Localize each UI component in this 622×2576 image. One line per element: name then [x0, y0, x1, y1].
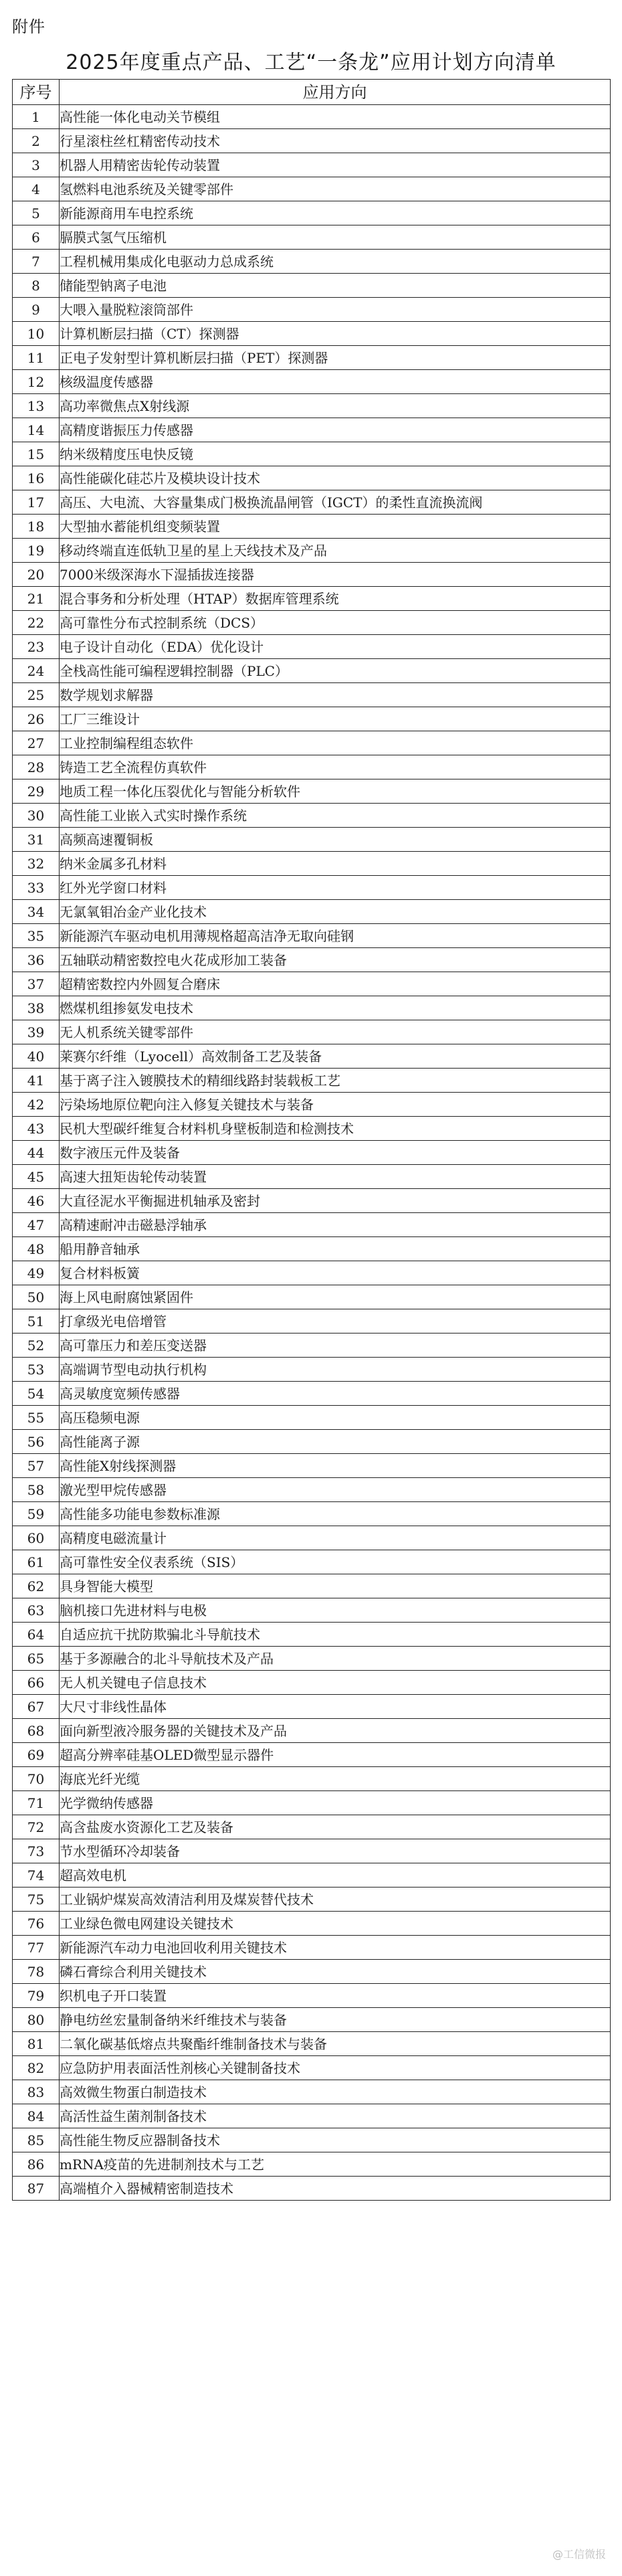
column-header-no: 序号	[13, 80, 60, 105]
table-row	[13, 1237, 611, 1261]
row-direction: 氢燃料电池系统及关键零部件	[60, 177, 611, 201]
row-direction: 高效微生物蛋白制造技术	[60, 2080, 611, 2104]
table-row	[13, 1815, 611, 1839]
row-number: 86	[13, 2152, 60, 2177]
row-direction: 自适应抗干扰防欺骗北斗导航技术	[60, 1623, 611, 1647]
row-number: 55	[13, 1406, 60, 1430]
table-row	[13, 394, 611, 418]
table-row	[13, 1165, 611, 1189]
row-number: 46	[13, 1189, 60, 1213]
table-row	[13, 587, 611, 611]
row-number: 48	[13, 1237, 60, 1261]
row-number: 19	[13, 539, 60, 563]
table-row	[13, 1454, 611, 1478]
table-row	[13, 1695, 611, 1719]
row-number: 2	[13, 129, 60, 153]
table-row	[13, 804, 611, 828]
row-number: 22	[13, 611, 60, 635]
row-direction: 超高效电机	[60, 1863, 611, 1888]
row-number: 70	[13, 1767, 60, 1791]
row-direction: 民机大型碳纤维复合材料机身壁板制造和检测技术	[60, 1117, 611, 1141]
row-direction: 复合材料板簧	[60, 1261, 611, 1285]
row-number: 26	[13, 707, 60, 731]
row-number: 21	[13, 587, 60, 611]
row-number: 32	[13, 852, 60, 876]
table-row	[13, 1719, 611, 1743]
table-row	[13, 1647, 611, 1671]
table-row	[13, 635, 611, 659]
table-row	[13, 707, 611, 731]
row-number: 87	[13, 2177, 60, 2201]
table-row	[13, 322, 611, 346]
table-row	[13, 1382, 611, 1406]
row-direction: 打拿级光电倍增管	[60, 1309, 611, 1333]
table-row	[13, 852, 611, 876]
row-number: 15	[13, 442, 60, 466]
table-row	[13, 755, 611, 779]
row-direction: 混合事务和分析处理（HTAP）数据库管理系统	[60, 587, 611, 611]
row-number: 3	[13, 153, 60, 177]
row-direction: mRNA疫苗的先进制剂技术与工艺	[60, 2152, 611, 2177]
table-row	[13, 153, 611, 177]
row-direction: 移动终端直连低轨卫星的星上天线技术及产品	[60, 539, 611, 563]
row-direction: 应急防护用表面活性剂核心关键制备技术	[60, 2056, 611, 2080]
table-row	[13, 1550, 611, 1574]
row-number: 36	[13, 948, 60, 972]
row-number: 6	[13, 225, 60, 250]
row-direction: 纳米金属多孔材料	[60, 852, 611, 876]
table-row	[13, 563, 611, 587]
table-row	[13, 1333, 611, 1358]
row-direction: 光学微纳传感器	[60, 1791, 611, 1815]
attachment-label: 附件	[12, 17, 45, 36]
row-direction: 无人机系统关键零部件	[60, 1020, 611, 1044]
row-direction: 高灵敏度宽频传感器	[60, 1382, 611, 1406]
row-direction: 储能型钠离子电池	[60, 274, 611, 298]
row-direction: 高功率微焦点X射线源	[60, 394, 611, 418]
row-number: 8	[13, 274, 60, 298]
table-row	[13, 225, 611, 250]
table-row	[13, 1936, 611, 1960]
table-row	[13, 900, 611, 924]
row-direction: 高性能生物反应器制备技术	[60, 2128, 611, 2152]
row-direction: 莱赛尔纤维（Lyocell）高效制备工艺及装备	[60, 1044, 611, 1069]
table-row	[13, 1358, 611, 1382]
row-direction: 无氯氧钼冶金产业化技术	[60, 900, 611, 924]
row-number: 54	[13, 1382, 60, 1406]
row-direction: 静电纺丝宏量制备纳米纤维技术与装备	[60, 2008, 611, 2032]
table-row	[13, 683, 611, 707]
row-number: 74	[13, 1863, 60, 1888]
row-direction: 高精度谐振压力传感器	[60, 418, 611, 442]
table-row	[13, 1671, 611, 1695]
row-number: 50	[13, 1285, 60, 1309]
table-row	[13, 1839, 611, 1863]
row-direction: 纳米级精度压电快反镜	[60, 442, 611, 466]
table-row	[13, 972, 611, 996]
row-number: 30	[13, 804, 60, 828]
row-direction: 海底光纤光缆	[60, 1767, 611, 1791]
table-row	[13, 1623, 611, 1647]
row-number: 20	[13, 563, 60, 587]
row-direction: 新能源汽车动力电池回收利用关键技术	[60, 1936, 611, 1960]
row-direction: 高活性益生菌剂制备技术	[60, 2104, 611, 2128]
table-row	[13, 2128, 611, 2152]
row-number: 44	[13, 1141, 60, 1165]
table-row	[13, 250, 611, 274]
table-row	[13, 1526, 611, 1550]
row-number: 78	[13, 1960, 60, 1984]
row-number: 52	[13, 1333, 60, 1358]
row-number: 63	[13, 1598, 60, 1623]
row-number: 28	[13, 755, 60, 779]
table-row	[13, 1044, 611, 1069]
row-number: 41	[13, 1069, 60, 1093]
row-direction: 核级温度传感器	[60, 370, 611, 394]
table-row	[13, 1117, 611, 1141]
row-number: 82	[13, 2056, 60, 2080]
row-direction: 工业控制编程组态软件	[60, 731, 611, 755]
row-direction: 高可靠压力和差压变送器	[60, 1333, 611, 1358]
row-number: 42	[13, 1093, 60, 1117]
row-number: 59	[13, 1502, 60, 1526]
row-number: 51	[13, 1309, 60, 1333]
row-direction: 五轴联动精密数控电火花成形加工装备	[60, 948, 611, 972]
row-direction: 大直径泥水平衡掘进机轴承及密封	[60, 1189, 611, 1213]
row-number: 45	[13, 1165, 60, 1189]
row-direction: 全栈高性能可编程逻辑控制器（PLC）	[60, 659, 611, 683]
row-direction: 地质工程一体化压裂优化与智能分析软件	[60, 779, 611, 804]
row-direction: 高速大扭矩齿轮传动装置	[60, 1165, 611, 1189]
row-number: 56	[13, 1430, 60, 1454]
row-number: 60	[13, 1526, 60, 1550]
row-number: 7	[13, 250, 60, 274]
row-number: 73	[13, 1839, 60, 1863]
row-direction: 新能源汽车驱动电机用薄规格超高洁净无取向硅钢	[60, 924, 611, 948]
watermark: @工信微报	[552, 2548, 606, 2561]
row-direction: 机器人用精密齿轮传动装置	[60, 153, 611, 177]
table-row	[13, 418, 611, 442]
row-direction: 高精度电磁流量计	[60, 1526, 611, 1550]
row-number: 47	[13, 1213, 60, 1237]
row-number: 80	[13, 2008, 60, 2032]
table-row	[13, 996, 611, 1020]
row-direction: 数字液压元件及装备	[60, 1141, 611, 1165]
table-row	[13, 659, 611, 683]
table-row	[13, 1502, 611, 1526]
table-row	[13, 1478, 611, 1502]
table-row	[13, 2080, 611, 2104]
table-row	[13, 1767, 611, 1791]
table-row	[13, 201, 611, 225]
row-number: 5	[13, 201, 60, 225]
table-row	[13, 2152, 611, 2177]
row-number: 16	[13, 466, 60, 490]
table-header-row	[13, 80, 611, 105]
table-row	[13, 1309, 611, 1333]
row-direction: 燃煤机组掺氨发电技术	[60, 996, 611, 1020]
table-row	[13, 1960, 611, 1984]
row-direction: 高含盐废水资源化工艺及装备	[60, 1815, 611, 1839]
row-direction: 工业锅炉煤炭高效清洁利用及煤炭替代技术	[60, 1888, 611, 1912]
row-direction: 高压稳频电源	[60, 1406, 611, 1430]
row-number: 18	[13, 515, 60, 539]
row-number: 58	[13, 1478, 60, 1502]
row-number: 31	[13, 828, 60, 852]
row-direction: 工程机械用集成化电驱动力总成系统	[60, 250, 611, 274]
row-direction: 正电子发射型计算机断层扫描（PET）探测器	[60, 346, 611, 370]
table-row	[13, 1141, 611, 1165]
row-number: 76	[13, 1912, 60, 1936]
table-row	[13, 515, 611, 539]
row-direction: 脑机接口先进材料与电极	[60, 1598, 611, 1623]
table-row	[13, 1406, 611, 1430]
table-row	[13, 1791, 611, 1815]
row-direction: 电子设计自动化（EDA）优化设计	[60, 635, 611, 659]
row-number: 40	[13, 1044, 60, 1069]
row-number: 10	[13, 322, 60, 346]
table-row	[13, 370, 611, 394]
row-direction: 工业绿色微电网建设关键技术	[60, 1912, 611, 1936]
row-direction: 具身智能大模型	[60, 1574, 611, 1598]
table-row	[13, 1912, 611, 1936]
row-direction: 高精速耐冲击磁悬浮轴承	[60, 1213, 611, 1237]
row-direction: 数学规划求解器	[60, 683, 611, 707]
table-row	[13, 611, 611, 635]
table-row	[13, 731, 611, 755]
direction-table	[12, 79, 611, 2201]
table-row	[13, 274, 611, 298]
table-row	[13, 1984, 611, 2008]
row-direction: 新能源商用车电控系统	[60, 201, 611, 225]
row-number: 53	[13, 1358, 60, 1382]
row-direction: 红外光学窗口材料	[60, 876, 611, 900]
row-number: 71	[13, 1791, 60, 1815]
row-number: 29	[13, 779, 60, 804]
row-number: 11	[13, 346, 60, 370]
row-direction: 大尺寸非线性晶体	[60, 1695, 611, 1719]
row-direction: 船用静音轴承	[60, 1237, 611, 1261]
row-number: 84	[13, 2104, 60, 2128]
table-row	[13, 2177, 611, 2201]
row-direction: 大喂入量脱粒滚筒部件	[60, 298, 611, 322]
row-direction: 高性能离子源	[60, 1430, 611, 1454]
row-direction: 高频高速覆铜板	[60, 828, 611, 852]
row-number: 66	[13, 1671, 60, 1695]
table-row	[13, 539, 611, 563]
row-direction: 膈膜式氢气压缩机	[60, 225, 611, 250]
row-number: 68	[13, 1719, 60, 1743]
row-number: 12	[13, 370, 60, 394]
table-row	[13, 1574, 611, 1598]
table-row	[13, 298, 611, 322]
row-number: 23	[13, 635, 60, 659]
row-number: 72	[13, 1815, 60, 1839]
table-row	[13, 779, 611, 804]
row-number: 77	[13, 1936, 60, 1960]
row-number: 35	[13, 924, 60, 948]
table-row	[13, 1093, 611, 1117]
row-direction: 高性能X射线探测器	[60, 1454, 611, 1478]
row-direction: 基于离子注入镀膜技术的精细线路封装载板工艺	[60, 1069, 611, 1093]
row-direction: 高性能工业嵌入式实时操作系统	[60, 804, 611, 828]
row-number: 61	[13, 1550, 60, 1574]
row-number: 81	[13, 2032, 60, 2056]
table-row	[13, 2104, 611, 2128]
row-direction: 行星滚柱丝杠精密传动技术	[60, 129, 611, 153]
row-direction: 高可靠性安全仪表系统（SIS）	[60, 1550, 611, 1574]
row-number: 79	[13, 1984, 60, 2008]
row-number: 37	[13, 972, 60, 996]
table-row	[13, 2032, 611, 2056]
row-number: 39	[13, 1020, 60, 1044]
row-number: 49	[13, 1261, 60, 1285]
row-number: 4	[13, 177, 60, 201]
table-row	[13, 1863, 611, 1888]
row-direction: 织机电子开口装置	[60, 1984, 611, 2008]
table-row	[13, 105, 611, 129]
row-direction: 高可靠性分布式控制系统（DCS）	[60, 611, 611, 635]
row-direction: 超精密数控内外圆复合磨床	[60, 972, 611, 996]
row-direction: 高性能多功能电参数标准源	[60, 1502, 611, 1526]
row-number: 57	[13, 1454, 60, 1478]
table-row	[13, 177, 611, 201]
table-row	[13, 346, 611, 370]
row-number: 38	[13, 996, 60, 1020]
table-row	[13, 1020, 611, 1044]
row-number: 14	[13, 418, 60, 442]
document-title: 2025年度重点产品、工艺“一条龙”应用计划方向清单	[66, 51, 556, 74]
row-number: 27	[13, 731, 60, 755]
row-direction: 面向新型液冷服务器的关键技术及产品	[60, 1719, 611, 1743]
row-number: 43	[13, 1117, 60, 1141]
table-row	[13, 1069, 611, 1093]
row-number: 33	[13, 876, 60, 900]
row-direction: 高性能碳化硅芯片及模块设计技术	[60, 466, 611, 490]
table-row	[13, 1261, 611, 1285]
row-direction: 7000米级深海水下湿插拔连接器	[60, 563, 611, 587]
row-number: 17	[13, 490, 60, 515]
table-row	[13, 1285, 611, 1309]
table-row	[13, 2056, 611, 2080]
row-number: 24	[13, 659, 60, 683]
row-direction: 节水型循环冷却装备	[60, 1839, 611, 1863]
row-direction: 高端植介入器械精密制造技术	[60, 2177, 611, 2201]
row-direction: 二氧化碳基低熔点共聚酯纤维制备技术与装备	[60, 2032, 611, 2056]
row-number: 67	[13, 1695, 60, 1719]
table-row	[13, 466, 611, 490]
table-row	[13, 1430, 611, 1454]
row-direction: 工厂三维设计	[60, 707, 611, 731]
row-direction: 超高分辨率硅基OLED微型显示器件	[60, 1743, 611, 1767]
row-number: 13	[13, 394, 60, 418]
row-direction: 激光型甲烷传感器	[60, 1478, 611, 1502]
table-row	[13, 2008, 611, 2032]
table-row	[13, 1213, 611, 1237]
row-direction: 海上风电耐腐蚀紧固件	[60, 1285, 611, 1309]
table-row	[13, 1598, 611, 1623]
column-header-direction: 应用方向	[60, 80, 611, 105]
row-direction: 计算机断层扫描（CT）探测器	[60, 322, 611, 346]
table-row	[13, 442, 611, 466]
table-row	[13, 1888, 611, 1912]
row-direction: 高压、大电流、大容量集成门极换流晶闸管（IGCT）的柔性直流换流阀	[60, 490, 611, 515]
table-row	[13, 490, 611, 515]
row-direction: 无人机关键电子信息技术	[60, 1671, 611, 1695]
table-row	[13, 876, 611, 900]
row-number: 25	[13, 683, 60, 707]
table-row	[13, 924, 611, 948]
row-number: 9	[13, 298, 60, 322]
row-direction: 污染场地原位靶向注入修复关键技术与装备	[60, 1093, 611, 1117]
row-number: 83	[13, 2080, 60, 2104]
row-number: 65	[13, 1647, 60, 1671]
row-direction: 铸造工艺全流程仿真软件	[60, 755, 611, 779]
row-number: 85	[13, 2128, 60, 2152]
row-number: 62	[13, 1574, 60, 1598]
table-row	[13, 129, 611, 153]
row-number: 64	[13, 1623, 60, 1647]
row-direction: 大型抽水蓄能机组变频装置	[60, 515, 611, 539]
row-number: 69	[13, 1743, 60, 1767]
row-number: 1	[13, 105, 60, 129]
row-number: 75	[13, 1888, 60, 1912]
table-body	[13, 105, 611, 2201]
row-direction: 高端调节型电动执行机构	[60, 1358, 611, 1382]
row-number: 34	[13, 900, 60, 924]
table-row	[13, 1743, 611, 1767]
table-row	[13, 828, 611, 852]
table-row	[13, 948, 611, 972]
table-row	[13, 1189, 611, 1213]
row-direction: 基于多源融合的北斗导航技术及产品	[60, 1647, 611, 1671]
row-direction: 高性能一体化电动关节模组	[60, 105, 611, 129]
row-direction: 磷石膏综合利用关键技术	[60, 1960, 611, 1984]
